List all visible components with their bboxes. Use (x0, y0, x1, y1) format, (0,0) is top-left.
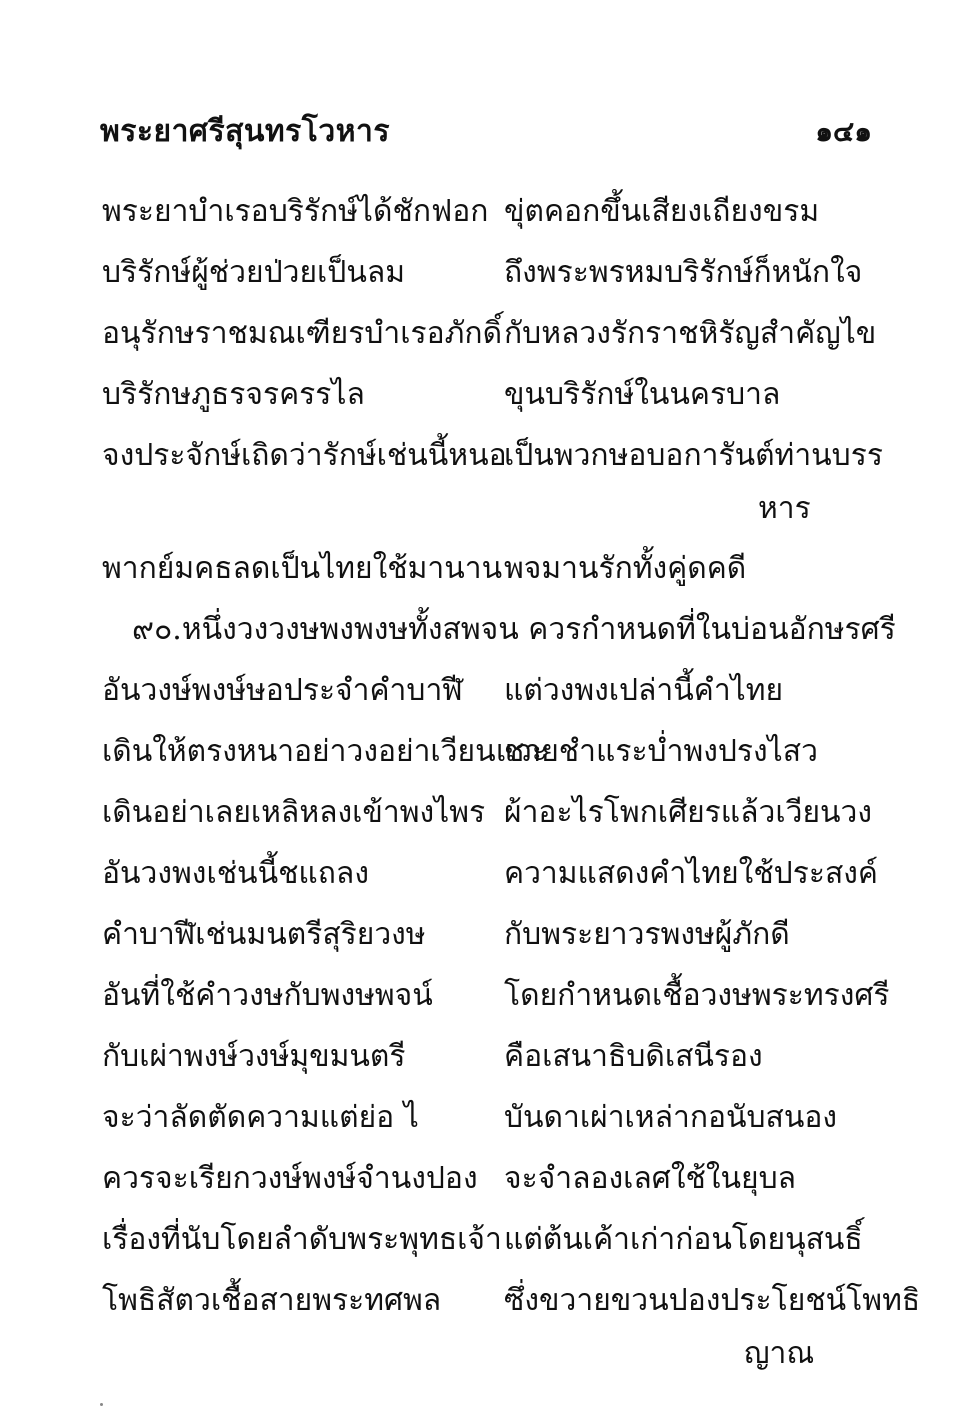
verse-line-second: จะจำลองเลศใช้ในยุบล (504, 1161, 797, 1196)
scan-speck (100, 1403, 103, 1406)
stanza-heading-text: ๙๐.หนึ่งวงวงษพงพงษทั้งสพจน ควรกำหนดที่ในบ่อนอักษรศรี (132, 612, 896, 647)
verse-continuation (102, 479, 872, 531)
verse-line-first: บริรักษ์ผู้ช่วยป่วยเป็นลม (102, 255, 406, 290)
verse-couplet (102, 1141, 872, 1202)
verse-line-second: ขุ่ตคอกขึ้นเสียงเถียงขรม (504, 194, 820, 229)
verse-couplet (102, 775, 872, 836)
verse-line-first: อันวงษ์พงษ์ษอประจำคำบาฬี (102, 673, 463, 708)
verse-continuation-text: หาร (758, 491, 811, 526)
verse-line-second: ถึงพระพรหมบริรักษ์ก็หนักใจ (504, 255, 863, 290)
verse-line-second: แต่ต้นเค้าเก่าก่อนโดยนุสนธิ์ (504, 1222, 863, 1257)
verse-line-first: อันวงพงเช่นนี้ชแถลง (102, 856, 369, 891)
verse-line-first: จะว่าลัดตัดความแต่ย่อ ไ (102, 1100, 419, 1135)
verse-line-first: อันที่ใช้คำวงษกับพงษพจน์ (102, 978, 433, 1013)
verse-couplet (102, 653, 872, 714)
verse-couplet (102, 296, 877, 357)
running-title: พระยาศรีสุนทรโวหาร (100, 114, 390, 149)
verse-line-first: ควรจะเรียกวงษ์พงษ์จำนงปอง (102, 1161, 478, 1196)
verse-couplet (102, 1019, 872, 1080)
verse-couplet (102, 1263, 921, 1324)
verse-line-first: บริรักษภูธรจรครรไล (102, 377, 365, 412)
verse-line-second: ขุนบริรักษ์ในนครบาล (504, 377, 781, 412)
verse-body (102, 174, 921, 1376)
verse-line-second: กับหลวงรักราชหิรัญสำคัญไข (504, 316, 877, 351)
verse-line-first: พระยาบำเรอบริรักษ์ได้ชักฟอก (102, 194, 489, 229)
verse-line-second: เป็นพวกษอบอการันต์ท่านบรร (504, 438, 883, 473)
verse-line-second: แต่วงพงเปล่านี้คำไทย (504, 673, 784, 708)
stanza-heading (102, 592, 896, 653)
verse-couplet (102, 958, 890, 1019)
verse-line-first: จงประจักษ์เถิดว่ารักษ์เช่นนี้หนอ (102, 438, 507, 473)
verse-line-second: คือเสนาธิบดิเสนีรอง (504, 1039, 763, 1074)
verse-continuation (102, 1324, 872, 1376)
verse-couplet (102, 897, 872, 958)
verse-line-second: บันดาเผ่าเหล่ากอนับสนอง (504, 1100, 838, 1135)
verse-line-second: ความแสดงคำไทยใช้ประสงค์ (504, 856, 878, 891)
verse-line-first: พากย์มคธลดเป็นไทยใช้มานาน (102, 551, 503, 586)
verse-couplet (102, 531, 872, 592)
verse-couplet (102, 1080, 872, 1141)
verse-line-second: ซึ่งขวายขวนปองประโยชน์โพทธิ (504, 1283, 921, 1318)
verse-couplet (102, 836, 878, 897)
verse-line-second: กับพระยาวรพงษผู้ภักดี (504, 917, 790, 952)
running-head (100, 108, 872, 152)
verse-line-second: ผ้าอะไรโพกเศียรแล้วเวียนวง (504, 795, 873, 830)
verse-line-first: เดินให้ตรงหนาอย่าวงอย่าเวียนแวะ (102, 734, 548, 769)
verse-line-second: พจมานรักทั้งคู่ดคดี (504, 551, 747, 586)
verse-line-first: เรื่องที่นับโดยลำดับพระพุทธเจ้า (102, 1222, 502, 1257)
verse-line-second: ชายชำแระบ่ำพงปรงไสว (504, 734, 818, 769)
verse-line-first: อนุรักษราชมณเฑียรบำเรอภักดิ์ (102, 316, 503, 351)
verse-continuation-text: ญาณ (744, 1336, 815, 1371)
verse-couplet (102, 357, 872, 418)
verse-line-second: โดยกำหนดเชื้อวงษพระทรงศรี (504, 978, 890, 1013)
verse-line-first: เดินอย่าเลยเหลิหลงเข้าพงไพร (102, 795, 486, 830)
verse-couplet (102, 418, 883, 479)
page-number: ๑๔๑ (815, 115, 872, 148)
verse-line-first: กับเผ่าพงษ์วงษ์มุขมนตรี (102, 1039, 406, 1074)
verse-couplet (102, 1202, 872, 1263)
verse-couplet (102, 174, 872, 235)
verse-couplet (102, 235, 872, 296)
verse-line-first: คำบาฬีเช่นมนตรีสุริยวงษ (102, 917, 426, 952)
verse-line-first: โพธิสัตวเชื้อสายพระทศพล (102, 1283, 442, 1318)
verse-couplet (102, 714, 872, 775)
